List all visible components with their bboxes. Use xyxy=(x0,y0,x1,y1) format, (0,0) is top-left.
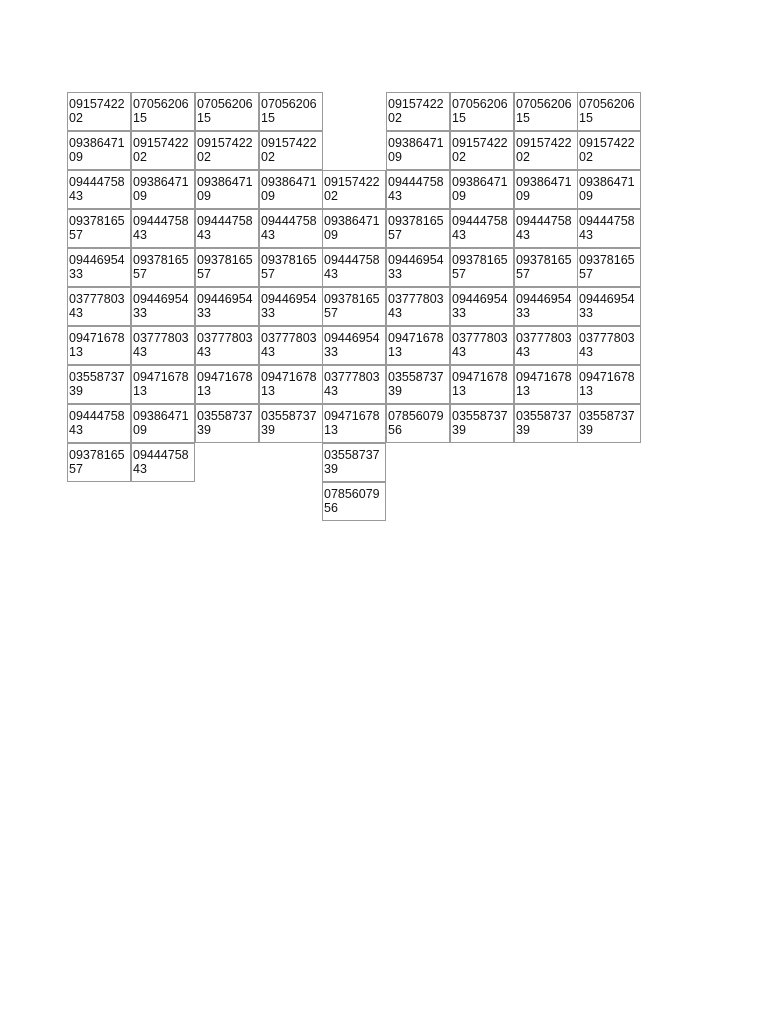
phone-number-cell xyxy=(450,92,514,131)
phone-number-line-1: 03558737 xyxy=(388,370,444,384)
phone-number-line-1: 09378165 xyxy=(197,253,253,267)
phone-number-line-2: 43 xyxy=(133,345,147,359)
phone-number-line-2: 56 xyxy=(324,501,338,515)
phone-number-line-1: 09446954 xyxy=(197,292,253,306)
phone-number-cell xyxy=(195,404,259,443)
phone-number-cell xyxy=(67,365,131,404)
phone-number-cell xyxy=(259,170,323,209)
phone-number-line-1: 09386471 xyxy=(133,175,189,189)
phone-number-line-2: 02 xyxy=(579,150,593,164)
phone-number-line-2: 09 xyxy=(197,189,211,203)
phone-number-cell xyxy=(450,365,514,404)
phone-number-cell xyxy=(450,287,514,326)
phone-number-line-1: 03777803 xyxy=(388,292,444,306)
phone-number-cell xyxy=(195,92,259,131)
phone-number-cell xyxy=(322,170,386,209)
phone-number-line-2: 02 xyxy=(452,150,466,164)
phone-number-line-2: 57 xyxy=(324,306,338,320)
phone-number-line-2: 43 xyxy=(133,228,147,242)
phone-number-line-2: 33 xyxy=(452,306,466,320)
phone-number-line-2: 33 xyxy=(579,306,593,320)
phone-number-line-2: 57 xyxy=(452,267,466,281)
phone-number-line-2: 33 xyxy=(197,306,211,320)
phone-number-line-2: 15 xyxy=(261,111,275,125)
phone-number-line-2: 13 xyxy=(452,384,466,398)
phone-number-line-1: 09386471 xyxy=(452,175,508,189)
phone-number-cell xyxy=(67,404,131,443)
phone-number-cell xyxy=(386,209,450,248)
phone-number-cell xyxy=(577,404,641,443)
phone-number-line-2: 02 xyxy=(133,150,147,164)
phone-number-line-1: 07056206 xyxy=(261,97,317,111)
phone-number-cell xyxy=(195,170,259,209)
phone-number-line-1: 09446954 xyxy=(516,292,572,306)
phone-number-line-1: 09471678 xyxy=(133,370,189,384)
phone-number-line-1: 09378165 xyxy=(388,214,444,228)
phone-number-line-1: 09471678 xyxy=(388,331,444,345)
phone-number-cell xyxy=(386,92,450,131)
phone-number-line-1: 09386471 xyxy=(388,136,444,150)
phone-number-cell xyxy=(577,287,641,326)
phone-number-cell xyxy=(386,131,450,170)
phone-number-line-2: 13 xyxy=(579,384,593,398)
phone-number-cell xyxy=(67,92,131,131)
phone-number-line-2: 39 xyxy=(388,384,402,398)
phone-number-line-1: 09157422 xyxy=(69,97,125,111)
phone-number-cell xyxy=(514,170,578,209)
phone-number-cell xyxy=(322,482,386,521)
phone-number-line-2: 43 xyxy=(69,189,83,203)
phone-number-line-2: 33 xyxy=(516,306,530,320)
phone-number-line-1: 09446954 xyxy=(324,331,380,345)
phone-number-line-1: 09386471 xyxy=(133,409,189,423)
phone-number-cell xyxy=(322,248,386,287)
phone-number-line-2: 43 xyxy=(516,228,530,242)
phone-number-cell xyxy=(259,287,323,326)
phone-number-line-2: 39 xyxy=(516,423,530,437)
phone-number-cell xyxy=(322,443,386,482)
phone-number-line-2: 15 xyxy=(197,111,211,125)
phone-number-cell xyxy=(450,209,514,248)
phone-number-line-2: 43 xyxy=(324,384,338,398)
phone-number-cell xyxy=(386,365,450,404)
phone-number-line-1: 09471678 xyxy=(516,370,572,384)
phone-number-line-1: 09471678 xyxy=(197,370,253,384)
phone-number-cell xyxy=(131,443,195,482)
phone-number-line-2: 09 xyxy=(579,189,593,203)
phone-number-cell xyxy=(259,209,323,248)
phone-number-line-2: 02 xyxy=(388,111,402,125)
phone-number-line-1: 07056206 xyxy=(133,97,189,111)
phone-number-line-2: 09 xyxy=(133,189,147,203)
phone-number-line-1: 09378165 xyxy=(261,253,317,267)
phone-number-line-2: 39 xyxy=(452,423,466,437)
phone-number-line-1: 03777803 xyxy=(69,292,125,306)
phone-number-cell xyxy=(195,287,259,326)
phone-number-line-1: 09378165 xyxy=(324,292,380,306)
phone-number-line-2: 09 xyxy=(516,189,530,203)
phone-number-line-1: 07856079 xyxy=(324,487,380,501)
phone-number-line-1: 09378165 xyxy=(133,253,189,267)
phone-number-line-2: 39 xyxy=(324,462,338,476)
phone-number-cell xyxy=(577,92,641,131)
phone-number-line-1: 09471678 xyxy=(261,370,317,384)
phone-number-line-1: 09386471 xyxy=(324,214,380,228)
phone-number-line-2: 57 xyxy=(579,267,593,281)
phone-number-line-2: 43 xyxy=(579,345,593,359)
phone-number-line-2: 02 xyxy=(69,111,83,125)
phone-number-line-2: 43 xyxy=(452,345,466,359)
phone-number-cell xyxy=(514,131,578,170)
phone-number-line-1: 03558737 xyxy=(261,409,317,423)
phone-number-line-1: 03777803 xyxy=(324,370,380,384)
phone-number-cell xyxy=(67,209,131,248)
phone-number-line-1: 07056206 xyxy=(452,97,508,111)
phone-number-line-1: 09378165 xyxy=(516,253,572,267)
phone-number-line-1: 03558737 xyxy=(579,409,635,423)
phone-number-line-1: 09446954 xyxy=(452,292,508,306)
phone-number-line-2: 39 xyxy=(579,423,593,437)
phone-number-line-1: 09444758 xyxy=(261,214,317,228)
phone-number-line-1: 09386471 xyxy=(516,175,572,189)
phone-number-line-1: 03777803 xyxy=(516,331,572,345)
phone-number-line-1: 09378165 xyxy=(69,448,125,462)
phone-number-line-1: 03558737 xyxy=(324,448,380,462)
phone-number-line-2: 09 xyxy=(388,150,402,164)
phone-number-line-1: 07856079 xyxy=(388,409,444,423)
phone-number-line-1: 09444758 xyxy=(133,214,189,228)
phone-number-line-1: 07056206 xyxy=(579,97,635,111)
phone-number-cell xyxy=(577,209,641,248)
phone-number-cell xyxy=(386,404,450,443)
phone-number-line-2: 09 xyxy=(69,150,83,164)
phone-number-cell xyxy=(67,443,131,482)
phone-number-line-1: 09444758 xyxy=(516,214,572,228)
phone-number-cell xyxy=(322,365,386,404)
phone-number-cell xyxy=(67,287,131,326)
phone-number-line-1: 03777803 xyxy=(133,331,189,345)
phone-number-line-1: 09157422 xyxy=(579,136,635,150)
phone-number-cell xyxy=(195,365,259,404)
phone-number-line-1: 09157422 xyxy=(197,136,253,150)
phone-number-line-1: 07056206 xyxy=(516,97,572,111)
phone-number-line-1: 09378165 xyxy=(579,253,635,267)
phone-number-line-1: 09471678 xyxy=(579,370,635,384)
phone-number-line-1: 09471678 xyxy=(324,409,380,423)
phone-number-line-1: 09157422 xyxy=(388,97,444,111)
phone-number-line-2: 33 xyxy=(388,267,402,281)
phone-number-line-2: 13 xyxy=(197,384,211,398)
phone-number-line-2: 13 xyxy=(133,384,147,398)
phone-number-cell xyxy=(450,326,514,365)
phone-number-line-2: 56 xyxy=(388,423,402,437)
phone-number-line-2: 09 xyxy=(324,228,338,242)
phone-number-line-1: 09446954 xyxy=(388,253,444,267)
phone-number-line-1: 09446954 xyxy=(579,292,635,306)
phone-number-line-2: 33 xyxy=(133,306,147,320)
phone-number-line-2: 43 xyxy=(261,345,275,359)
phone-number-line-2: 43 xyxy=(261,228,275,242)
phone-number-line-2: 43 xyxy=(197,345,211,359)
phone-number-line-1: 09471678 xyxy=(452,370,508,384)
phone-number-line-2: 33 xyxy=(324,345,338,359)
phone-number-cell xyxy=(514,404,578,443)
phone-number-line-1: 03777803 xyxy=(197,331,253,345)
phone-number-line-1: 09444758 xyxy=(197,214,253,228)
phone-number-cell xyxy=(577,131,641,170)
phone-number-line-1: 09444758 xyxy=(452,214,508,228)
phone-number-cell xyxy=(322,287,386,326)
phone-number-line-2: 57 xyxy=(69,462,83,476)
phone-number-line-2: 13 xyxy=(516,384,530,398)
phone-number-line-1: 03558737 xyxy=(516,409,572,423)
phone-number-cell xyxy=(386,287,450,326)
phone-number-cell xyxy=(450,131,514,170)
phone-number-line-2: 09 xyxy=(261,189,275,203)
phone-number-cell xyxy=(514,326,578,365)
phone-number-cell xyxy=(131,131,195,170)
phone-number-line-1: 09157422 xyxy=(261,136,317,150)
phone-number-cell xyxy=(131,92,195,131)
phone-number-cell xyxy=(131,170,195,209)
phone-number-cell xyxy=(131,248,195,287)
phone-number-line-1: 09446954 xyxy=(69,253,125,267)
phone-number-cell xyxy=(577,326,641,365)
phone-number-line-2: 15 xyxy=(579,111,593,125)
phone-number-cell xyxy=(195,326,259,365)
phone-number-cell xyxy=(259,131,323,170)
phone-number-line-1: 09444758 xyxy=(133,448,189,462)
phone-number-line-1: 09157422 xyxy=(324,175,380,189)
phone-number-cell xyxy=(386,248,450,287)
phone-number-line-2: 39 xyxy=(69,384,83,398)
phone-number-line-1: 03558737 xyxy=(452,409,508,423)
phone-number-line-2: 43 xyxy=(516,345,530,359)
phone-number-line-2: 02 xyxy=(261,150,275,164)
phone-number-line-2: 02 xyxy=(516,150,530,164)
phone-number-line-1: 09446954 xyxy=(261,292,317,306)
phone-number-cell xyxy=(386,170,450,209)
phone-number-cell xyxy=(322,209,386,248)
phone-number-line-2: 43 xyxy=(69,423,83,437)
phone-number-cell xyxy=(514,287,578,326)
phone-number-line-1: 09444758 xyxy=(324,253,380,267)
phone-number-cell xyxy=(131,209,195,248)
phone-number-line-2: 13 xyxy=(324,423,338,437)
phone-number-line-1: 09157422 xyxy=(452,136,508,150)
phone-number-cell xyxy=(577,365,641,404)
phone-number-line-2: 39 xyxy=(261,423,275,437)
phone-number-line-1: 03777803 xyxy=(452,331,508,345)
phone-number-cell xyxy=(514,92,578,131)
phone-number-line-2: 09 xyxy=(452,189,466,203)
phone-number-cell xyxy=(322,326,386,365)
phone-number-cell xyxy=(259,365,323,404)
phone-number-line-2: 15 xyxy=(452,111,466,125)
phone-number-line-1: 09444758 xyxy=(388,175,444,189)
phone-number-line-1: 09444758 xyxy=(69,409,125,423)
phone-number-line-2: 43 xyxy=(388,189,402,203)
phone-number-line-1: 09378165 xyxy=(452,253,508,267)
phone-number-cell xyxy=(131,326,195,365)
phone-number-line-2: 43 xyxy=(324,267,338,281)
phone-number-cell xyxy=(514,248,578,287)
phone-number-line-2: 57 xyxy=(197,267,211,281)
phone-number-cell xyxy=(131,365,195,404)
phone-number-cell xyxy=(195,209,259,248)
phone-number-cell xyxy=(386,326,450,365)
phone-number-line-1: 09378165 xyxy=(69,214,125,228)
phone-number-line-2: 02 xyxy=(197,150,211,164)
phone-number-cell xyxy=(67,326,131,365)
phone-number-cell xyxy=(67,248,131,287)
phone-number-line-1: 07056206 xyxy=(197,97,253,111)
phone-number-line-2: 57 xyxy=(261,267,275,281)
phone-number-cell xyxy=(259,404,323,443)
phone-number-cell xyxy=(67,131,131,170)
phone-number-line-2: 57 xyxy=(516,267,530,281)
phone-number-line-2: 43 xyxy=(197,228,211,242)
phone-number-cell xyxy=(259,326,323,365)
phone-number-line-2: 13 xyxy=(261,384,275,398)
phone-number-cell xyxy=(259,92,323,131)
phone-number-line-2: 13 xyxy=(388,345,402,359)
phone-number-cell xyxy=(195,248,259,287)
phone-number-line-2: 57 xyxy=(388,228,402,242)
phone-number-cell xyxy=(514,209,578,248)
phone-number-line-1: 09444758 xyxy=(579,214,635,228)
phone-number-line-1: 09157422 xyxy=(516,136,572,150)
phone-number-line-1: 03777803 xyxy=(579,331,635,345)
phone-number-line-1: 09386471 xyxy=(261,175,317,189)
phone-number-line-2: 09 xyxy=(133,423,147,437)
phone-number-line-2: 02 xyxy=(324,189,338,203)
phone-number-line-2: 43 xyxy=(579,228,593,242)
phone-number-line-1: 09386471 xyxy=(579,175,635,189)
phone-number-cell xyxy=(131,404,195,443)
phone-number-line-2: 57 xyxy=(69,228,83,242)
phone-number-cell xyxy=(577,248,641,287)
phone-number-cell xyxy=(131,287,195,326)
phone-number-line-1: 03558737 xyxy=(69,370,125,384)
phone-number-line-1: 09386471 xyxy=(69,136,125,150)
phone-number-line-2: 43 xyxy=(133,462,147,476)
phone-number-line-2: 15 xyxy=(133,111,147,125)
phone-number-line-2: 33 xyxy=(69,267,83,281)
phone-number-line-1: 03558737 xyxy=(197,409,253,423)
phone-number-line-1: 09471678 xyxy=(69,331,125,345)
phone-number-line-1: 09446954 xyxy=(133,292,189,306)
phone-number-line-2: 39 xyxy=(197,423,211,437)
phone-number-line-2: 43 xyxy=(452,228,466,242)
phone-number-line-2: 43 xyxy=(69,306,83,320)
phone-number-cell xyxy=(450,248,514,287)
phone-number-line-2: 33 xyxy=(261,306,275,320)
phone-number-cell xyxy=(67,170,131,209)
phone-number-line-1: 09157422 xyxy=(133,136,189,150)
phone-number-cell xyxy=(259,248,323,287)
phone-number-line-1: 09386471 xyxy=(197,175,253,189)
phone-number-line-1: 09444758 xyxy=(69,175,125,189)
phone-number-line-2: 13 xyxy=(69,345,83,359)
phone-number-line-2: 57 xyxy=(133,267,147,281)
phone-number-line-2: 15 xyxy=(516,111,530,125)
phone-number-line-2: 43 xyxy=(388,306,402,320)
phone-number-cell xyxy=(450,404,514,443)
phone-number-cell xyxy=(322,404,386,443)
phone-number-cell xyxy=(450,170,514,209)
phone-number-line-1: 03777803 xyxy=(261,331,317,345)
phone-number-cell xyxy=(195,131,259,170)
phone-number-cell xyxy=(577,170,641,209)
phone-number-cell xyxy=(514,365,578,404)
